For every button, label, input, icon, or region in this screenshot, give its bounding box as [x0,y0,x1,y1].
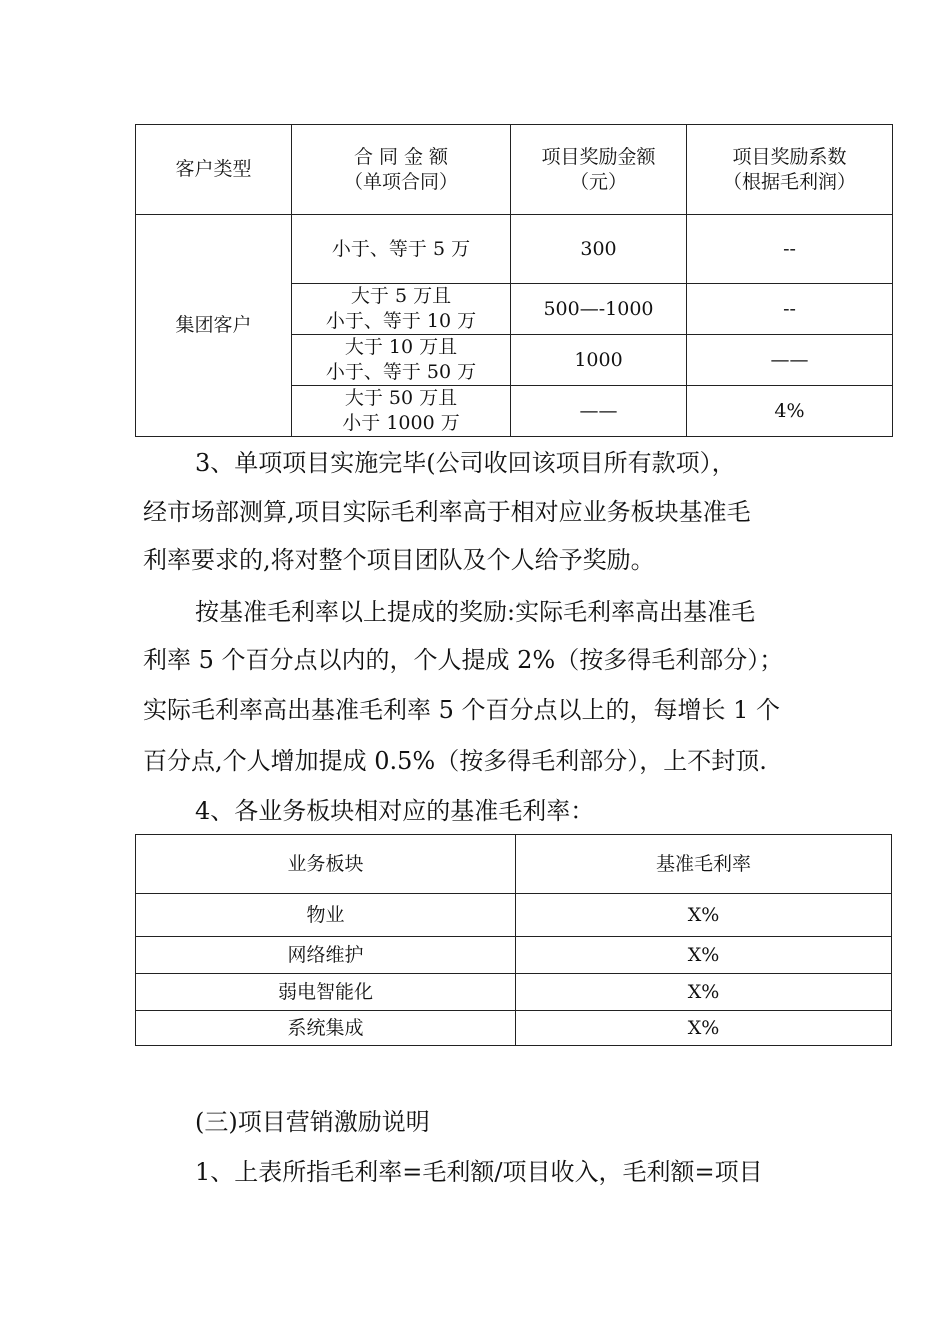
margin-cell: X% [516,937,892,974]
coef-cell: 4% [687,386,893,437]
margin-cell: X% [516,974,892,1011]
header-customer-type: 客户类型 [136,125,292,215]
paragraph-line: 实际毛利率高出基准毛利率 5 个百分点以上的，每增长 1 个 [143,696,781,724]
amount-cell: 大于 10 万且 小于、等于 50 万 [292,335,511,386]
amount-cell: 大于 5 万且 小于、等于 10 万 [292,284,511,335]
reward-cell: 500—-1000 [511,284,687,335]
header-reward-coef: 项目奖励系数 （根据毛利润） [687,125,893,215]
coef-cell: -- [687,284,893,335]
paragraph-line: 百分点,个人增加提成 0.5%（按多得毛利部分），上不封顶. [143,747,767,775]
coef-cell: —— [687,335,893,386]
amount-cell: 大于 50 万且 小于 1000 万 [292,386,511,437]
section-heading: (三)项目营销激励说明 [195,1108,430,1136]
reward-cell: —— [511,386,687,437]
table-row [136,937,892,974]
reward-cell: 1000 [511,335,687,386]
paragraph-line: 利率 5 个百分点以内的，个人提成 2%（按多得毛利部分）； [143,646,784,674]
margin-table [135,834,892,1046]
margin-table-header [136,835,892,894]
table-row [136,894,892,937]
header-reward-amount: 项目奖励金额 （元） [511,125,687,215]
reward-cell: 300 [511,215,687,284]
reward-table-header [136,125,893,215]
table-row [136,215,893,284]
header-benchmark-margin: 基准毛利率 [516,835,892,894]
segment-cell: 物业 [136,894,516,937]
segment-cell: 弱电智能化 [136,974,516,1011]
table-row [136,974,892,1011]
segment-cell: 系统集成 [136,1011,516,1046]
segment-cell: 网络维护 [136,937,516,974]
paragraph-line: 利率要求的,将对整个项目团队及个人给予奖励。 [143,546,655,574]
header-business-segment: 业务板块 [136,835,516,894]
paragraph-line: 3、单项项目实施完毕(公司收回该项目所有款项）， [195,449,736,477]
amount-cell: 小于、等于 5 万 [292,215,511,284]
table-row [136,1011,892,1046]
header-contract-amount: 合 同 金 额 （单项合同） [292,125,511,215]
reward-table [135,124,893,437]
customer-group-label: 集团客户 [136,215,292,437]
paragraph-line: 按基准毛利率以上提成的奖励:实际毛利率高出基准毛 [195,598,756,626]
coef-cell: -- [687,215,893,284]
paragraph-line: 4、各业务板块相对应的基准毛利率： [195,797,595,825]
margin-cell: X% [516,894,892,937]
paragraph-line: 1、上表所指毛利率=毛利额/项目收入，毛利额=项目 [195,1158,763,1186]
margin-cell: X% [516,1011,892,1046]
paragraph-line: 经市场部测算,项目实际毛利率高于相对应业务板块基准毛 [143,498,751,526]
